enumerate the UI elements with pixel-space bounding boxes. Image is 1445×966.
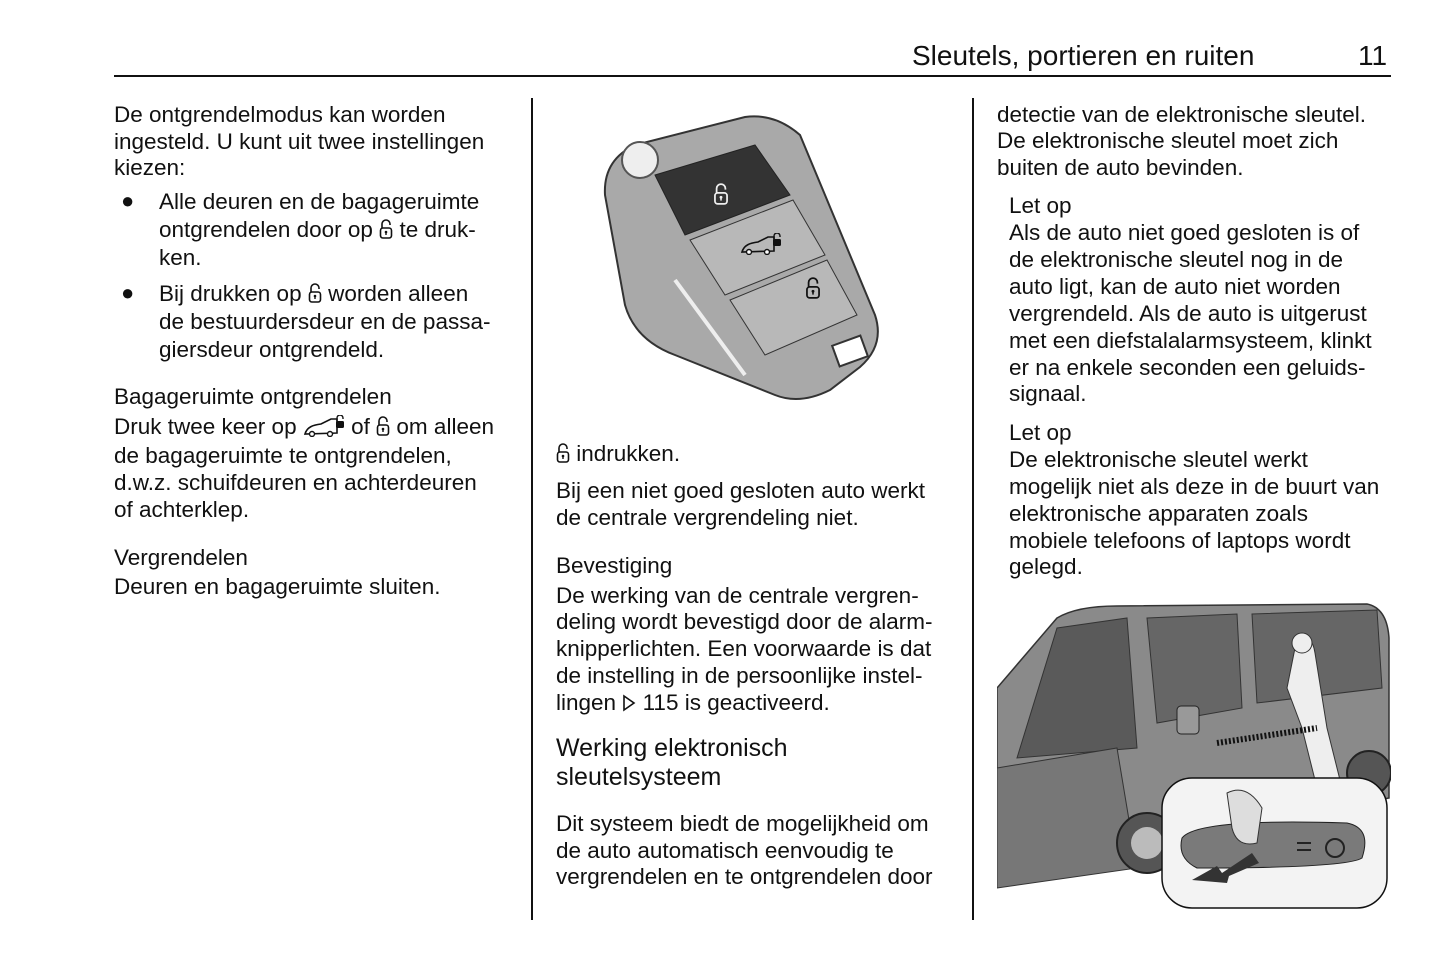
page-number: 11 (1358, 40, 1388, 71)
page-reference-arrow-icon (622, 693, 636, 713)
text-line: de elektronische sleutel nog in de (1009, 247, 1343, 272)
text: lingen (556, 690, 617, 715)
van-door-handle-illustration (997, 598, 1391, 913)
text: Druk twee keer op (114, 414, 297, 439)
subheading: Bevestiging (556, 553, 673, 578)
subheading: Bagageruimte ontgrendelen (114, 384, 392, 409)
text-line: knipperlichten. Een voorwaarde is dat (556, 636, 932, 661)
text-line: Dit systeem biedt de mogelijkheid om (556, 811, 929, 836)
text-line: d.w.z. schuifdeuren en achterdeuren (114, 470, 477, 495)
section-heading: sleutelsysteem (556, 763, 722, 791)
column-divider (531, 98, 533, 920)
text-line: detectie van de elektronische sleutel. (997, 102, 1366, 127)
text-line: de instelling in de persoonlijke instel- (556, 663, 923, 688)
text-line: Bij een niet goed gesloten auto werkt (556, 478, 925, 503)
text-line: elektronische apparaten zoals (1009, 501, 1308, 526)
text-line: met een diefstalalarmsysteem, klinkt (1009, 328, 1372, 353)
bullet-dot: ● (121, 280, 135, 305)
text-line: De ontgrendelmodus kan worden (114, 102, 446, 127)
note-heading: Let op (1009, 420, 1072, 445)
unlock-icon (379, 218, 393, 240)
text-line: signaal. (1009, 381, 1087, 406)
text-line (556, 689, 830, 716)
text-line: deling wordt bevestigd door de alarm- (556, 609, 933, 634)
text-line: mobiele telefoons of laptops wordt (1009, 528, 1351, 553)
text-line: Alle deuren en de bagageruimte (159, 189, 480, 214)
note-heading: Let op (1009, 193, 1072, 218)
text-line (159, 280, 468, 307)
text-line: De elektronische sleutel werkt (1009, 447, 1308, 472)
text-line: De elektronische sleutel moet zich (997, 128, 1339, 153)
text-line: de auto automatisch eenvoudig te (556, 838, 894, 863)
text-line: mogelijk niet als deze in de buurt van (1009, 474, 1380, 499)
text: worden alleen (328, 281, 469, 306)
text: ontgrendelen door op (159, 217, 373, 242)
text-line: of achterklep. (114, 497, 250, 522)
text-line: ken. (159, 245, 202, 270)
text-line: De werking van de centrale vergren- (556, 583, 919, 608)
text: Bij drukken op (159, 281, 302, 306)
text: of (351, 414, 370, 439)
subheading: Vergrendelen (114, 545, 248, 570)
text-line: buiten de auto bevinden. (997, 155, 1244, 180)
text-line: vergrendeld. Als de auto is uitgerust (1009, 301, 1367, 326)
text-line: Deuren en bagageruimte sluiten. (114, 574, 441, 599)
text-line: gelegd. (1009, 554, 1083, 579)
text: indrukken. (576, 441, 681, 466)
key-fob-illustration (595, 105, 915, 415)
text-line: de centrale vergrendeling niet. (556, 505, 859, 530)
text-line: giersdeur ontgrendeld. (159, 337, 385, 362)
unlock-icon (556, 442, 570, 464)
text: om alleen (396, 414, 494, 439)
text-line (114, 413, 494, 440)
section-heading: Werking elektronisch (556, 734, 788, 762)
text: te druk- (399, 217, 476, 242)
column-divider (972, 98, 974, 920)
text-line (159, 216, 476, 243)
page-reference-link[interactable]: 115 is geactiveerd. (642, 690, 830, 715)
text-line: vergrendelen en te ontgrendelen door (556, 864, 933, 889)
text-line: de bestuurdersdeur en de passa- (159, 309, 491, 334)
running-header-title: Sleutels, portieren en ruiten (912, 40, 1255, 71)
text-line: de bagageruimte te ontgrendelen, (114, 443, 452, 468)
text-line: er na enkele seconden een geluids- (1009, 355, 1366, 380)
text-line: ingesteld. U kunt uit twee instellingen (114, 129, 485, 154)
text-line: auto ligt, kan de auto niet worden (1009, 274, 1341, 299)
unlock-icon (376, 415, 390, 437)
trunk-unlock-icon (303, 415, 345, 437)
text-line (556, 440, 680, 467)
header-rule (114, 75, 1391, 77)
unlock-icon (308, 282, 322, 304)
text-line: kiezen: (114, 155, 186, 180)
text-line: Als de auto niet goed gesloten is of (1009, 220, 1360, 245)
bullet-dot: ● (121, 188, 135, 213)
